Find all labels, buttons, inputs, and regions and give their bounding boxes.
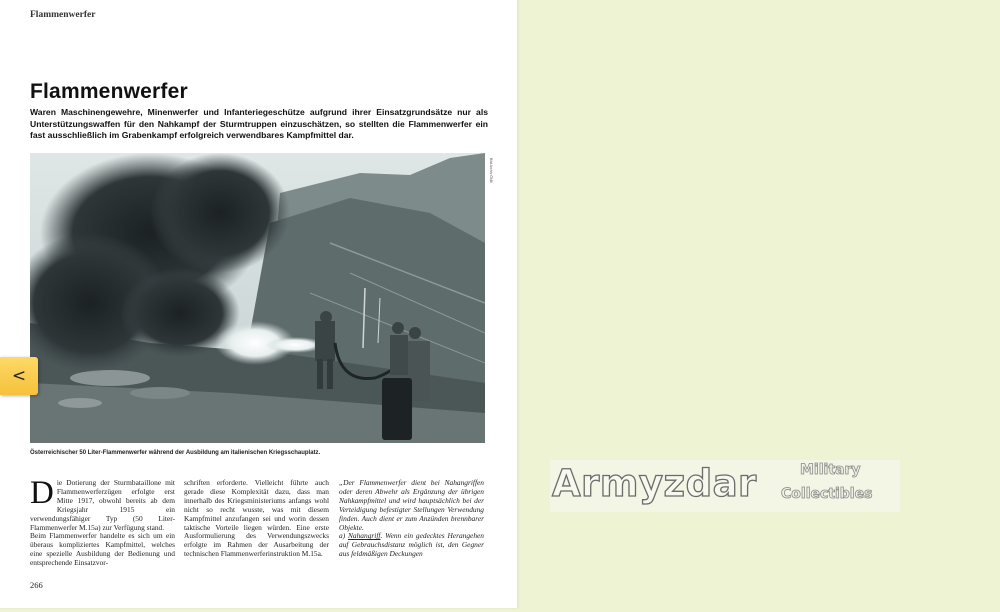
lead-paragraph: Waren Maschinengewehre, Minenwerfer und Infanteriegeschütze aufgrund ihrer Einsatzgrundsätze nur als Unterstützungswaffen für den Nahkampf der Sturmtruppen einzuschätzen, so stellten die Flammenwerfer ein fast ausschließlich im Grabenkampf erfolgreich verwendbares Kampfmittel dar. — [30, 107, 488, 141]
paragraph — [30, 475, 175, 532]
text-column-2 — [184, 479, 329, 559]
photo-caption: Österreichischer 50 Liter-Flammenwerfer während der Ausbildung am italienischen Kriegsschauplatz. — [30, 450, 321, 456]
logo-wordmark: Armyzdar — [552, 462, 757, 505]
previous-page-button[interactable] — [0, 357, 38, 395]
paragraph: Beim Flammenwerfer handelte es sich um ein überaus kompliziertes Kampfmittel, welches eine spezielle Ausbildung der Bedienung und entsprechende Einsatzvor- — [30, 531, 175, 568]
armyzdar-logo — [550, 460, 900, 512]
flamethrower-photo — [30, 153, 485, 443]
quote-paragraph: „Der Flammenwerfer dient bei Nahangriffen oder deren Abwehr als Ergänzung der übrigen Nahkampfmittel und wird hauptsächlich bei der Verteidigung befestigter Stellungen Verwendung finden. Auch dient er zum Anzünden brennbarer Objekte. — [339, 478, 484, 532]
text-column-1 — [30, 475, 175, 568]
list-label: a) — [339, 531, 348, 541]
running-head: Flammenwerfer — [30, 10, 96, 20]
photo-credit: Bild Archiv ÖNB — [489, 158, 493, 183]
underlined-term: Nahangriff — [347, 531, 381, 541]
page-title: Flammenwerfer — [30, 80, 188, 103]
drop-cap: D — [30, 475, 54, 511]
page-number: 266 — [30, 580, 43, 590]
logo-tagline-military: Military — [800, 462, 861, 478]
photo-image — [30, 153, 485, 443]
text-column-3-quote — [339, 479, 484, 559]
paragraph-text: . Wenn ein gedecktes Herangehen auf Gebrauchsdistanz möglich ist, den Gegner aus feldmäßigen Deckungen — [339, 531, 484, 559]
logo-tagline-collectibles: Collectibles — [781, 486, 873, 502]
chevron-left-icon: < — [11, 366, 27, 386]
paragraph-text: ie Dotierung der Sturmbataillone mit Flammenwerferzügen erfolgte erst Mitte 1917, obwohl bereits ab dem Kriegsjahr 1915 ein verwendungsfähiger Typ (50 Liter-Flammenwerfer M.15a) zur Verfügung stand. — [30, 478, 175, 532]
quote-paragraph — [339, 532, 484, 559]
paragraph: schriften erforderte. Vielleicht führte auch gerade diese Komplexität dazu, dass man innerhalb des Kriegsministeriums anfangs wohl nicht so recht wusste, was mit diesem Kampfmittel anzufangen sei und worin dessen taktische Vorteile liegen würden. Eine erste Ausformulierung des Verwendungszwecks erfolgte im Rahmen der Ausarbeitung der technischen Flammenwerferinstruktion M.15a. — [184, 478, 329, 559]
